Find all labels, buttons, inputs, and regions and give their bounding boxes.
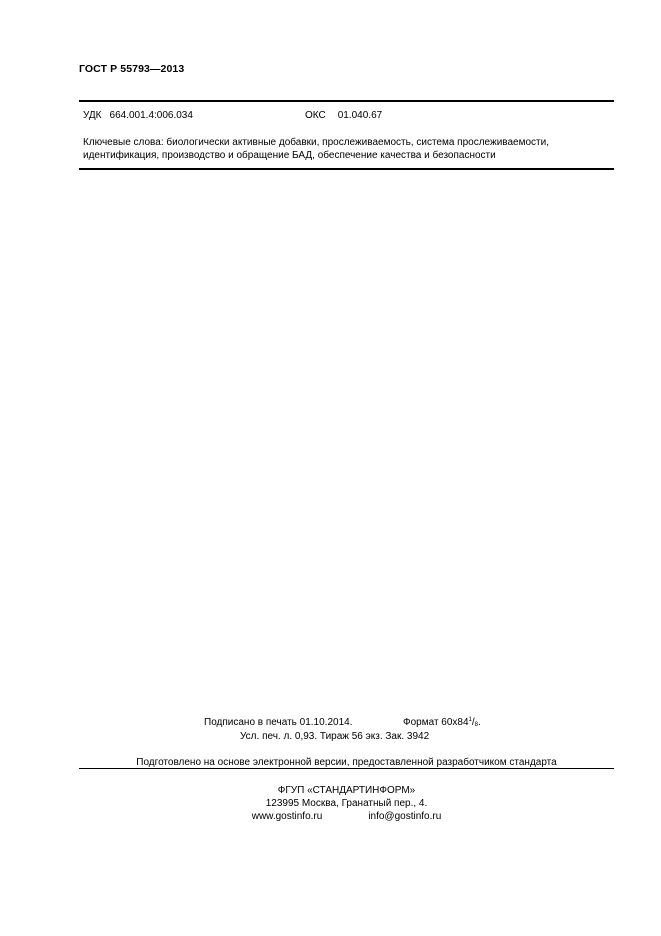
top-divider bbox=[79, 100, 614, 102]
keywords-line-2: идентификация, производство и обращение БАД, обеспечение качества и безопасности bbox=[83, 150, 496, 161]
oks-classification bbox=[305, 110, 382, 121]
udc-value: 664.001.4:006.034 bbox=[109, 110, 193, 121]
imprint-divider bbox=[79, 768, 614, 769]
paper-format: Формат $60х84^1/_8$. bbox=[403, 717, 481, 728]
publisher-contacts bbox=[79, 811, 614, 822]
udc-classification bbox=[83, 110, 193, 121]
signed-for-print: Подписано в печать 01.10.2014. bbox=[204, 717, 353, 728]
publisher-email[interactable]: info@gostinfo.ru bbox=[368, 811, 442, 822]
udc-label: УДК bbox=[83, 110, 102, 121]
format-numerator: 1 bbox=[468, 717, 472, 723]
publisher-name: ФГУП «СТАНДАРТИНФОРМ» bbox=[277, 785, 416, 796]
print-sheets-info: Усл. печ. л. 0,93. Тираж 56 экз. Зак. 3942 bbox=[240, 731, 430, 742]
format-suffix: . bbox=[478, 717, 481, 728]
keywords-line-1: Ключевые слова: биологически активные добавки, прослеживаемость, система прослеживаемости, bbox=[83, 137, 549, 148]
keywords-block bbox=[83, 136, 615, 162]
publisher-address: 123995 Москва, Гранатный пер., 4. bbox=[265, 798, 428, 809]
standard-code-header: ГОСТ Р 55793—2013 bbox=[79, 63, 185, 75]
prepared-note: Подготовлено на основе электронной версии, предоставленной разработчиком стандарта bbox=[136, 757, 557, 768]
format-denominator: 8 bbox=[474, 722, 479, 728]
format-prefix: Формат 60х84 bbox=[403, 717, 469, 728]
oks-label: ОКС bbox=[305, 110, 326, 121]
publisher-website[interactable]: www.gostinfo.ru bbox=[251, 811, 323, 822]
bottom-divider bbox=[79, 168, 614, 170]
oks-value: 01.040.67 bbox=[337, 110, 383, 121]
